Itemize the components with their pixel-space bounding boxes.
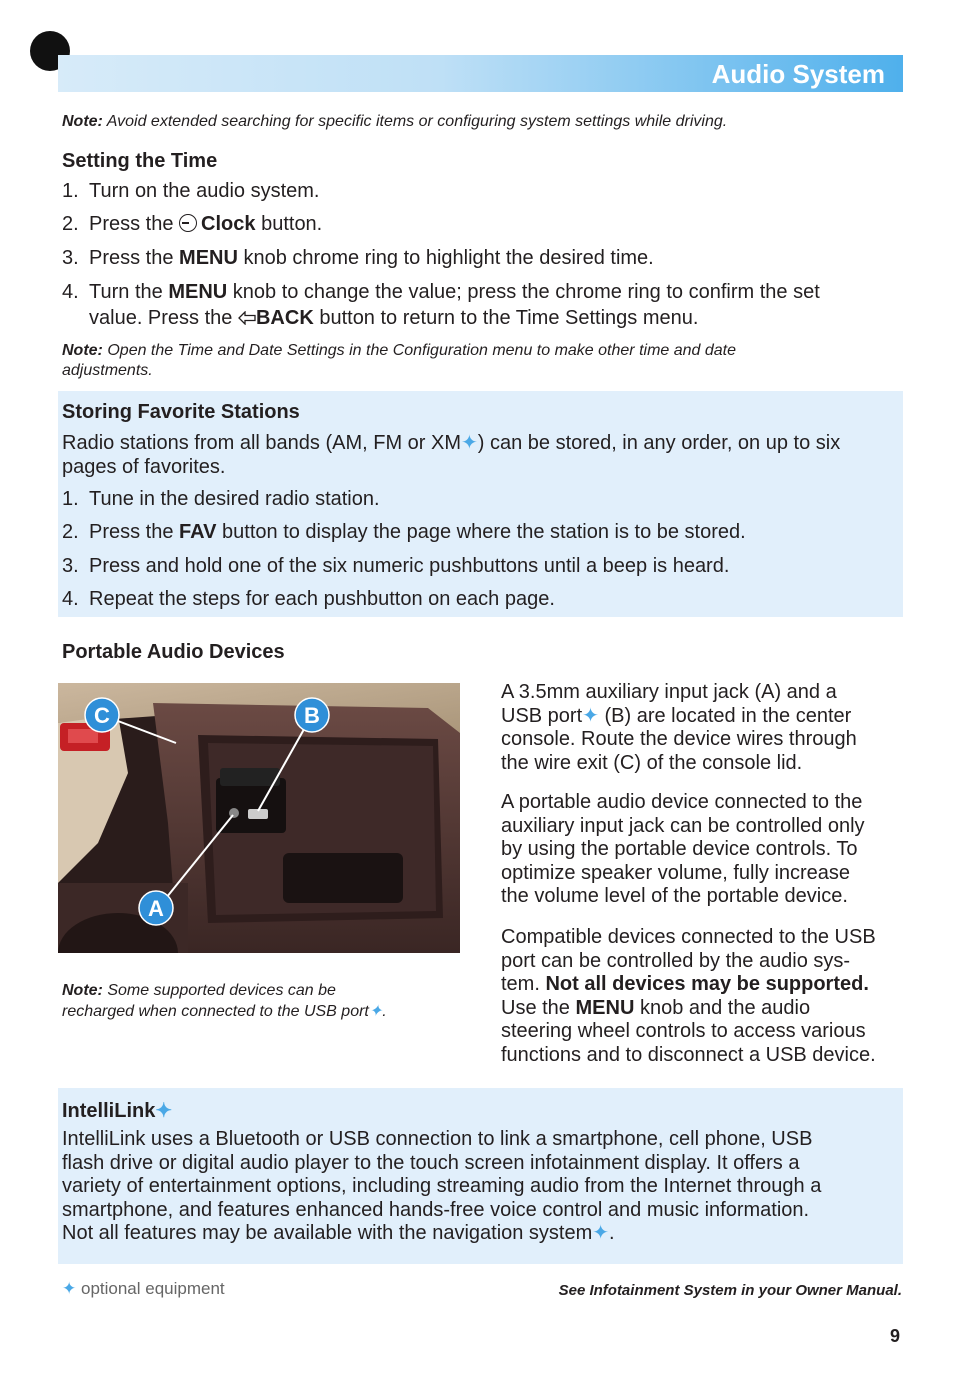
portable-paragraph-1: A 3.5mm auxiliary input jack (A) and a USB port✦ (B) are located in the center console. Route the device wires through the wire exit (C) of the console lid. — [501, 681, 857, 774]
console-illustration — [58, 683, 460, 953]
section-heading-time: Setting the Time — [62, 150, 218, 172]
svg-text:A: A — [148, 896, 164, 921]
clock-icon — [179, 214, 197, 232]
label-c-badge — [85, 698, 119, 732]
page-number: 9 — [889, 1326, 900, 1346]
section-heading-favorites: Storing Favorite Stations — [62, 401, 300, 423]
favorites-intro: Radio stations from all bands (AM, FM or XM✦) can be stored, in any order, on up to six pages of favorites. — [62, 432, 841, 478]
page-title: Audio System — [711, 59, 885, 89]
back-arrow-icon — [238, 311, 256, 325]
optional-star-icon: ✦ — [62, 1279, 77, 1298]
optional-star-icon: ✦ — [592, 1222, 610, 1244]
section-heading-intellilink: IntelliLink✦ — [62, 1100, 173, 1122]
owner-manual-reference: See Infotainment System in your Owner Manual. — [558, 1282, 902, 1299]
time-step-4: 4. Turn the MENU knob to change the value; press the chrome ring to confirm the set value. Press the BACK button to return to the Time Settings menu. — [62, 281, 820, 329]
optional-star-icon: ✦ — [461, 432, 478, 454]
label-b-badge — [295, 698, 329, 732]
svg-text:C: C — [94, 703, 110, 728]
portable-paragraph-2: A portable audio device connected to the auxiliary input jack can be controlled only by using the portable device controls. To optimize speaker volume, fully increase the volume level of the portable device. — [501, 791, 865, 907]
portable-paragraph-3: Compatible devices connected to the USB port can be controlled by the audio sys- tem. Not all devices may be supported. Use the MENU knob and the audio steering wheel controls to access various functions and to disconnect a USB device. — [501, 926, 876, 1066]
optional-star-icon: ✦ — [155, 1100, 173, 1122]
intellilink-text: IntelliLink uses a Bluetooth or USB connection to link a smartphone, cell phone, USB flash drive or digital audio player to the touch screen infotainment display. It offers a variety of entertainment options, including streaming audio from the Internet through a smartphone, and features enhanced hands-free voice control and music information. Not all features may be available with the navigation system✦. — [62, 1128, 822, 1244]
optional-equipment-legend: ✦ optional equipment — [62, 1279, 225, 1298]
note-driving: Note: Avoid extended searching for specific items or configuring system settings while driving. — [62, 113, 728, 130]
label-a-badge — [139, 891, 173, 925]
section-heading-portable: Portable Audio Devices — [62, 641, 285, 663]
note-usb-charging: Note: Some supported devices can be recharged when connected to the USB port✦. — [62, 982, 387, 1020]
note-time-date: Note: Open the Time and Date Settings in the Configuration menu to make other time and date adjustments. — [62, 342, 737, 379]
header-banner — [58, 55, 903, 92]
optional-star-icon: ✦ — [368, 1003, 383, 1020]
svg-text:B: B — [304, 703, 320, 728]
optional-star-icon: ✦ — [582, 704, 599, 727]
console-photo — [58, 683, 460, 953]
